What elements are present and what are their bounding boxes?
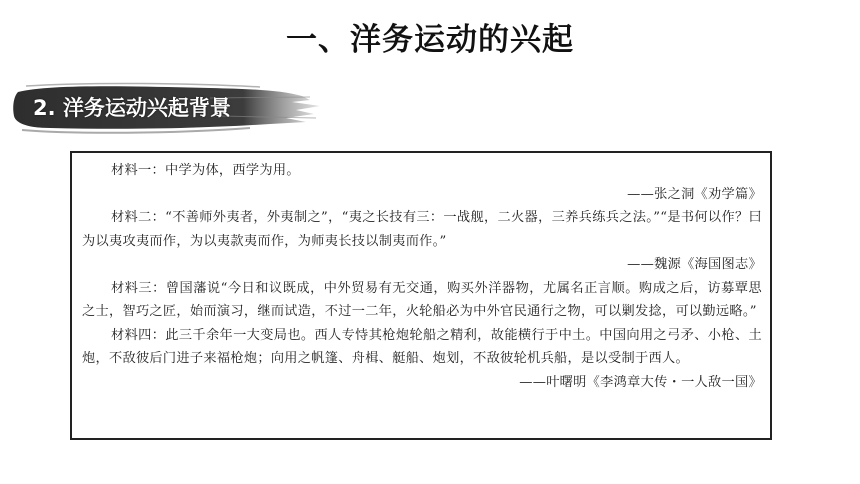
material-4-source: ——叶曙明《李鸿章大传・一人敌一国》: [519, 374, 762, 390]
material-2-text: 材料二：“不善师外夷者，外夷制之”，“夷之长技有三：一战舰，二火器，三养兵练兵之法。”“是书何以作？曰为以夷攻夷而作，为以夷款夷而作，为师夷长技以制夷而作。”: [82, 210, 762, 249]
material-1-source: ——张之洞《劝学篇》: [627, 186, 762, 202]
page-title: 一、洋务运动的兴起: [286, 22, 574, 58]
section-title: 2. 洋务运动兴起背景: [33, 96, 231, 120]
materials-text: [82, 159, 762, 394]
material-1-text: 材料一：中学为体，西学为用。: [111, 163, 300, 178]
material-3-text: 材料三：曾国藩说“今日和议既成，中外贸易有无交通，购买外洋器物，尤属名正言顺。购成之后，访募覃思之士，智巧之匠，始而演习，继而试造，不过一二年，火轮船必为中外官民通行之物，可以剿发捻，可以勤远略。”: [82, 280, 762, 319]
material-2-source: ——魏源《海国图志》: [627, 257, 762, 272]
materials-box: [70, 151, 772, 440]
material-4-text: 材料四：此三千余年一大变局也。西人专恃其枪炮轮船之精利，故能横行于中土。中国向用之弓矛、小枪、土炮，不敌彼后门进子来福枪炮；向用之帆篷、舟楫、艇船、炮划，不敌彼轮机兵船，是以受制于西人。: [82, 327, 762, 366]
